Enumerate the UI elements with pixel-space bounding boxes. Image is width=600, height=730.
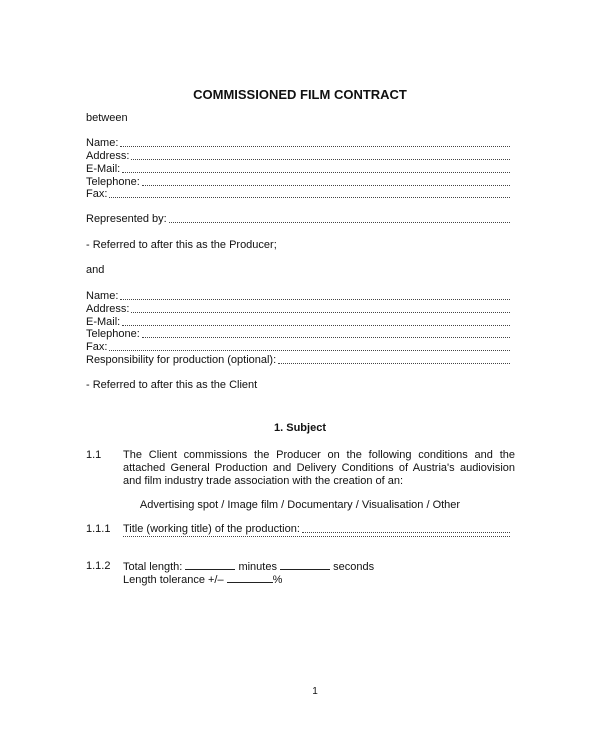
clause-number: 1.1 [86, 449, 102, 461]
represented-by-field[interactable] [86, 213, 510, 226]
dotted-line [131, 150, 510, 160]
dotted-line [131, 303, 510, 313]
client-address-field[interactable] [86, 303, 510, 316]
field-label: E-Mail: [86, 316, 121, 328]
title-field[interactable] [123, 523, 510, 536]
field-label: Address: [86, 150, 130, 162]
field-label: Telephone: [86, 328, 140, 340]
client-responsibility-field[interactable] [86, 354, 510, 367]
field-label: Name: [86, 290, 119, 302]
field-label: Address: [86, 303, 130, 315]
field-label: Fax: [86, 188, 108, 200]
minutes-label: minutes [238, 561, 277, 573]
client-telephone-field[interactable] [86, 328, 510, 341]
length-tolerance-line [123, 573, 282, 587]
seconds-label: seconds [333, 561, 375, 573]
document-title: COMMISSIONED FILM CONTRACT [193, 87, 407, 102]
dotted-line [122, 316, 510, 326]
field-label: Title (working title) of the production: [123, 523, 300, 535]
dotted-line [169, 213, 510, 223]
dotted-line [142, 328, 510, 338]
between-label: between [86, 112, 128, 124]
producer-fax-field[interactable] [86, 188, 510, 201]
dotted-line [109, 188, 510, 198]
field-label: Telephone: [86, 176, 140, 188]
tolerance-input[interactable] [227, 573, 273, 583]
dotted-line [278, 354, 510, 364]
minutes-input[interactable] [185, 560, 235, 570]
section-heading: 1. Subject [274, 422, 326, 434]
clause-text: The Client commissions the Producer on the following conditions and the attached General Production and Delivery Conditions of Austria's audiovision and film industry trade association with the creation of an: [123, 449, 515, 487]
producer-address-field[interactable] [86, 150, 510, 163]
clause-number: 1.1.1 [86, 523, 111, 535]
field-label: Name: [86, 137, 119, 149]
dotted-line [109, 341, 510, 351]
page-number: 1 [312, 686, 318, 697]
production-type-options: Advertising spot / Image film / Documentary / Visualisation / Other [139, 499, 461, 511]
total-length-label: Total length: [123, 561, 183, 573]
field-label: Responsibility for production (optional): [86, 354, 277, 366]
field-label: E-Mail: [86, 163, 121, 175]
dotted-line [123, 536, 510, 537]
dotted-line [120, 137, 510, 147]
title-field-continuation[interactable] [123, 536, 510, 540]
and-label: and [86, 264, 105, 276]
field-label: Fax: [86, 341, 108, 353]
field-label: Represented by: [86, 213, 167, 225]
client-fax-field[interactable] [86, 341, 510, 354]
producer-email-field[interactable] [86, 163, 510, 176]
percent-label: % [272, 574, 283, 586]
total-length-line [123, 560, 374, 574]
producer-name-field[interactable] [86, 137, 510, 150]
seconds-input[interactable] [280, 560, 330, 570]
dotted-line [122, 163, 510, 173]
producer-note: - Referred to after this as the Producer; [86, 239, 277, 251]
dotted-line [302, 523, 510, 533]
client-note: - Referred to after this as the Client [86, 379, 258, 391]
clause-number: 1.1.2 [86, 560, 111, 572]
dotted-line [120, 290, 510, 300]
client-name-field[interactable] [86, 290, 510, 303]
dotted-line [142, 176, 510, 186]
tolerance-label: Length tolerance +/– [123, 574, 224, 586]
